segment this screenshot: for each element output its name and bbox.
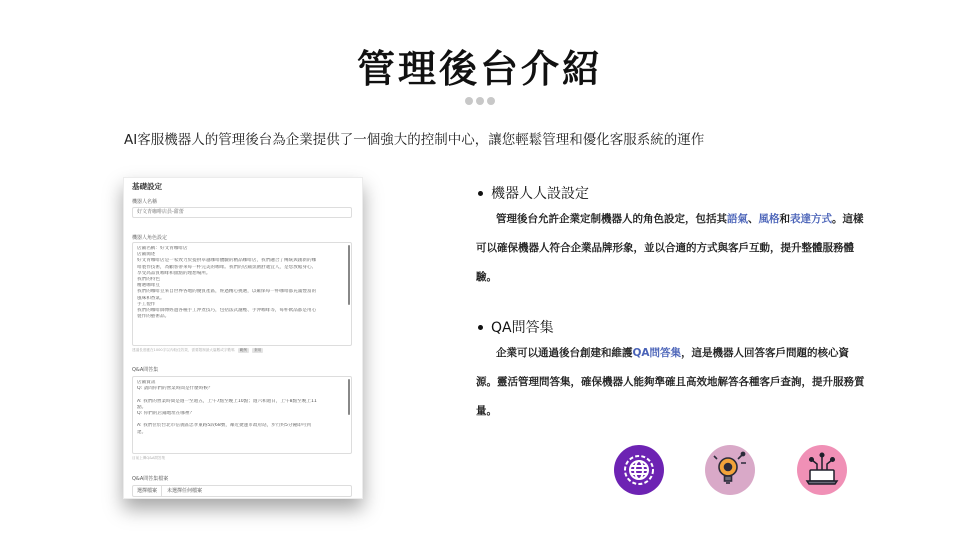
- dot: [465, 97, 473, 105]
- role-textarea[interactable]: [132, 242, 352, 346]
- name-input[interactable]: 好文青咖啡店員-甜蕾: [132, 207, 352, 218]
- section-paragraph: [476, 205, 866, 292]
- text-line: 手工製作: [137, 301, 156, 307]
- qa-textarea[interactable]: [132, 376, 352, 454]
- role-lines: [137, 246, 343, 320]
- dot: [487, 97, 495, 105]
- globe-gear-icon: [614, 445, 664, 495]
- scrollbar[interactable]: [348, 379, 350, 415]
- qa-hint: 目前上傳Q&A問答集: [132, 456, 166, 460]
- section-title: [476, 183, 866, 203]
- role-label: 機器人角色設定: [132, 235, 168, 241]
- text-line: 店鋪簡述: [137, 252, 156, 258]
- section-qa: [476, 317, 866, 426]
- section-title-text: 機器人人設設定: [491, 186, 589, 202]
- text-line: 啡製作技術，為顧客帶來每一杯完美的咖啡。我們的店鋪氛圍舒適宜人，是您放鬆身心、: [137, 264, 317, 270]
- panel-heading: 基礎設定: [132, 182, 162, 191]
- scrollbar[interactable]: [348, 245, 350, 305]
- text-line: 好文青咖啡店是一家致力於提供卓越咖啡體驗的精品咖啡店，我們融合了傳統與創新的咖: [137, 258, 317, 264]
- text-line: 我們的咖啡豆來自世界各地的優質產區，經過精心挑選，以確保每一杯咖啡都充滿豐富的: [137, 289, 317, 295]
- text-line: 製作的藝術品。: [137, 314, 170, 320]
- dot: [476, 97, 484, 105]
- text-line: Q: 請問你們的營業時間是什麼時候？: [137, 386, 213, 392]
- highlight-qa: QA問答集: [632, 347, 682, 359]
- page-title: 管理後台介紹: [356, 47, 603, 91]
- section-persona: [476, 183, 866, 292]
- highlight-tone: 語氣: [727, 213, 748, 225]
- circuit-laptop-icon: [797, 445, 847, 495]
- file-picker[interactable]: [132, 485, 352, 497]
- highlight-expression: 表達方式: [790, 213, 832, 225]
- text-line: 店鋪名稱：好文青咖啡店: [137, 246, 188, 251]
- file-name: 未選擇任何檔案: [167, 488, 203, 494]
- bullet: [478, 325, 483, 330]
- lightbulb-gear-icon: [705, 445, 755, 495]
- text-line: 我們的特色: [137, 277, 160, 283]
- text-line: 風味和香氣。: [137, 295, 165, 301]
- text-line: 我們的咖啡師傅經過各種手工沖煮技巧，包括法式濾壓、手沖咖啡等，每杯飲品都是用心: [137, 308, 317, 314]
- section-title: [476, 317, 866, 337]
- role-hint-text: 建議長度應在1000字以內較佳效果，需要限制最大篇數或字數嗎: [132, 348, 235, 352]
- text-line: 精選咖啡豆: [137, 283, 160, 289]
- intro-text: AI客服機器人的管理後台為企業提供了一個強大的控制中心，讓您輕鬆管理和優化客服系統的運作: [124, 132, 705, 148]
- name-label: 機器人名稱: [132, 199, 158, 205]
- pagination-dots: [0, 90, 960, 109]
- qa-lines: [137, 380, 343, 436]
- text-line: 點。: [137, 404, 147, 410]
- admin-settings-screenshot: [123, 177, 363, 499]
- choose-file-button[interactable]: 選擇檔案: [133, 486, 162, 496]
- para-text: 。這樣可以確保機器人符合企業品牌形象，並以合適的方式與客戶互動，提升整體服務體驗。: [476, 213, 864, 283]
- text-line: Q: 你們的店鋪地址在哪裡？: [137, 411, 195, 417]
- para-text: ，這是機器人回答客戶問題的核心資源。靈活管理問答集，確保機器人能夠準確且高效地解答各種客戶查詢，提升服務質量。: [476, 347, 865, 417]
- section-paragraph: [476, 339, 866, 426]
- text-line: 享受高品質咖啡和甜點的理想場所。: [137, 270, 211, 276]
- para-text: 企業可以通過後台創建和維護: [496, 347, 633, 359]
- text-line: 店鋪資訊: [137, 380, 156, 385]
- role-hint: [132, 348, 263, 353]
- text-line: 達。: [137, 429, 147, 435]
- text-line: A: 我們位於台北市信義區忠孝東路5段68號，鄰近捷運市政府站，步行約5分鐘即可到: [137, 423, 311, 429]
- section-title-text: QA問答集: [491, 320, 554, 336]
- text-line: A: 我們的營業時間是週一至週五，上午7點至晚上10點；週六和週日，上午8點至晚上11: [137, 398, 317, 404]
- highlight-style: 風格: [758, 213, 780, 225]
- qa-label: Q&A問答集: [132, 367, 159, 373]
- bullet: [478, 191, 483, 196]
- example-tag[interactable]: 範例: [239, 348, 247, 352]
- para-sep: 、: [748, 213, 759, 225]
- file-label: Q&A問答集檔案: [132, 476, 169, 482]
- apply-tag[interactable]: 套用: [254, 348, 262, 352]
- para-text: 管理後台允許企業定制機器人的角色設定，包括其: [496, 213, 727, 225]
- para-sep: 和: [779, 213, 790, 225]
